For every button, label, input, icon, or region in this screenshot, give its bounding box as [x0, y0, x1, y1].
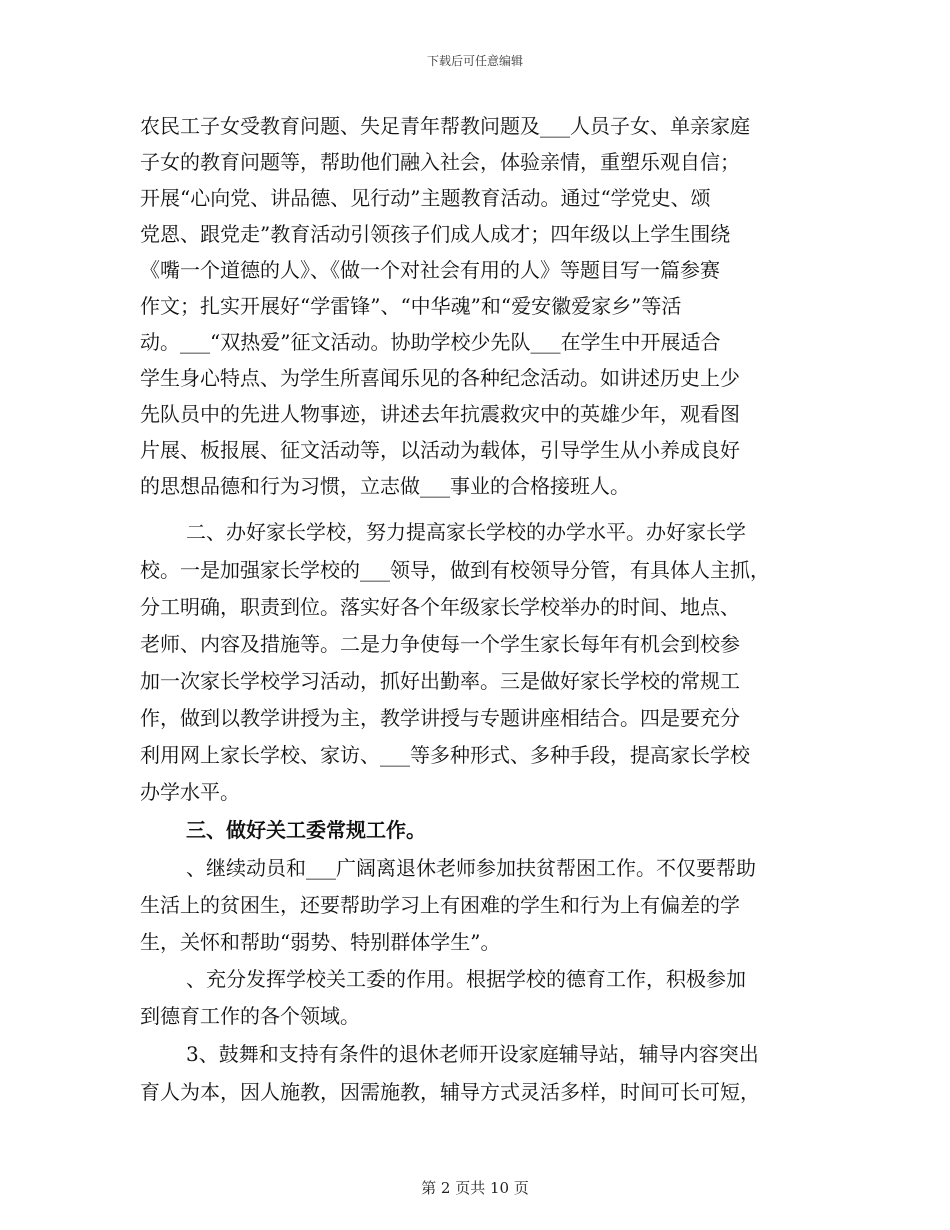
text-line: 先队员中的先进人物事迹，讲述去年抗震救灾中的英雄少年，观看图	[140, 402, 740, 426]
text-line: 生，关怀和帮助“弱势、特别群体学生”。	[140, 930, 501, 954]
item-two-paragraph: 、充分发挥学校关工委的作用。根据学校的德育工作，积极参加	[186, 967, 746, 991]
text-line: 开展“心向党、讲品德、见行动”主题教育活动。通过“学党史、颂	[140, 186, 711, 210]
text-line: 到德育工作的各个领域。	[140, 1004, 360, 1028]
text-line: 片展、板报展、征文活动等，以活动为载体，引导学生从小养成良好	[140, 438, 740, 462]
text-line: 利用网上家长学校、家访、___等多种形式、多种手段，提高家长学校	[140, 743, 750, 767]
page-header: 下载后可任意编辑	[426, 54, 523, 68]
text-line: 作，做到以教学讲授为主，教学讲授与专题讲座相结合。四是要充分	[140, 706, 740, 730]
text-line: 加一次家长学校学习活动，抓好出勤率。三是做好家长学校的常规工	[140, 669, 740, 693]
page-footer: 第 2 页共 10 页	[421, 1179, 529, 1197]
item-one-paragraph: 、继续动员和___广阔离退休老师参加扶贫帮困工作。不仅要帮助	[186, 856, 756, 880]
text-line: 老师、内容及措施等。二是力争使每一个学生家长每年有机会到校参	[140, 632, 740, 656]
text-line: 育人为本，因人施教，因需施教，辅导方式灵活多样，时间可长可短，	[140, 1080, 760, 1104]
section-three-heading: 三、做好关工委常规工作。	[186, 818, 426, 842]
text-line: 的思想品德和行为习惯，立志做___事业的合格接班人。	[140, 474, 630, 498]
text-line: 《嘴一个道德的人》、《做一个对社会有用的人》等题目写一篇参赛	[140, 258, 720, 282]
text-line: 子女的教育问题等，帮助他们融入社会，体验亲情，重塑乐观自信；	[140, 150, 740, 174]
text-line: 动。___“双热爱”征文活动。协助学校少先队___在学生中开展适合	[140, 330, 721, 354]
text-line: 分工明确，职责到位。落实好各个年级家长学校举办的时间、地点、	[140, 595, 740, 619]
text-line: 党恩、跟党走”教育活动引领孩子们成人成才；四年级以上学生围绕	[140, 222, 731, 246]
text-line: 生活上的贫困生，还要帮助学习上有困难的学生和行为上有偏差的学	[140, 893, 740, 917]
text-line: 办学水平。	[140, 780, 240, 804]
item-three-paragraph: 3、鼓舞和支持有条件的退休老师开设家庭辅导站，辅导内容突出	[186, 1042, 759, 1066]
section-two-paragraph: 二、办好家长学校，努力提高家长学校的办学水平。办好家长学	[186, 520, 746, 544]
text-line: 学生身心特点、为学生所喜闻乐见的各种纪念活动。如讲述历史上少	[140, 366, 740, 390]
text-line: 作文；扎实开展好“学雷锋”、“中华魂”和“爱安徽爱家乡”等活	[140, 294, 682, 318]
text-line: 校。一是加强家长学校的___领导，做到有校领导分管，有具体人主抓，	[140, 558, 770, 582]
text-line: 农民工子女受教育问题、失足青年帮教问题及___人员子女、单亲家庭	[140, 114, 750, 138]
